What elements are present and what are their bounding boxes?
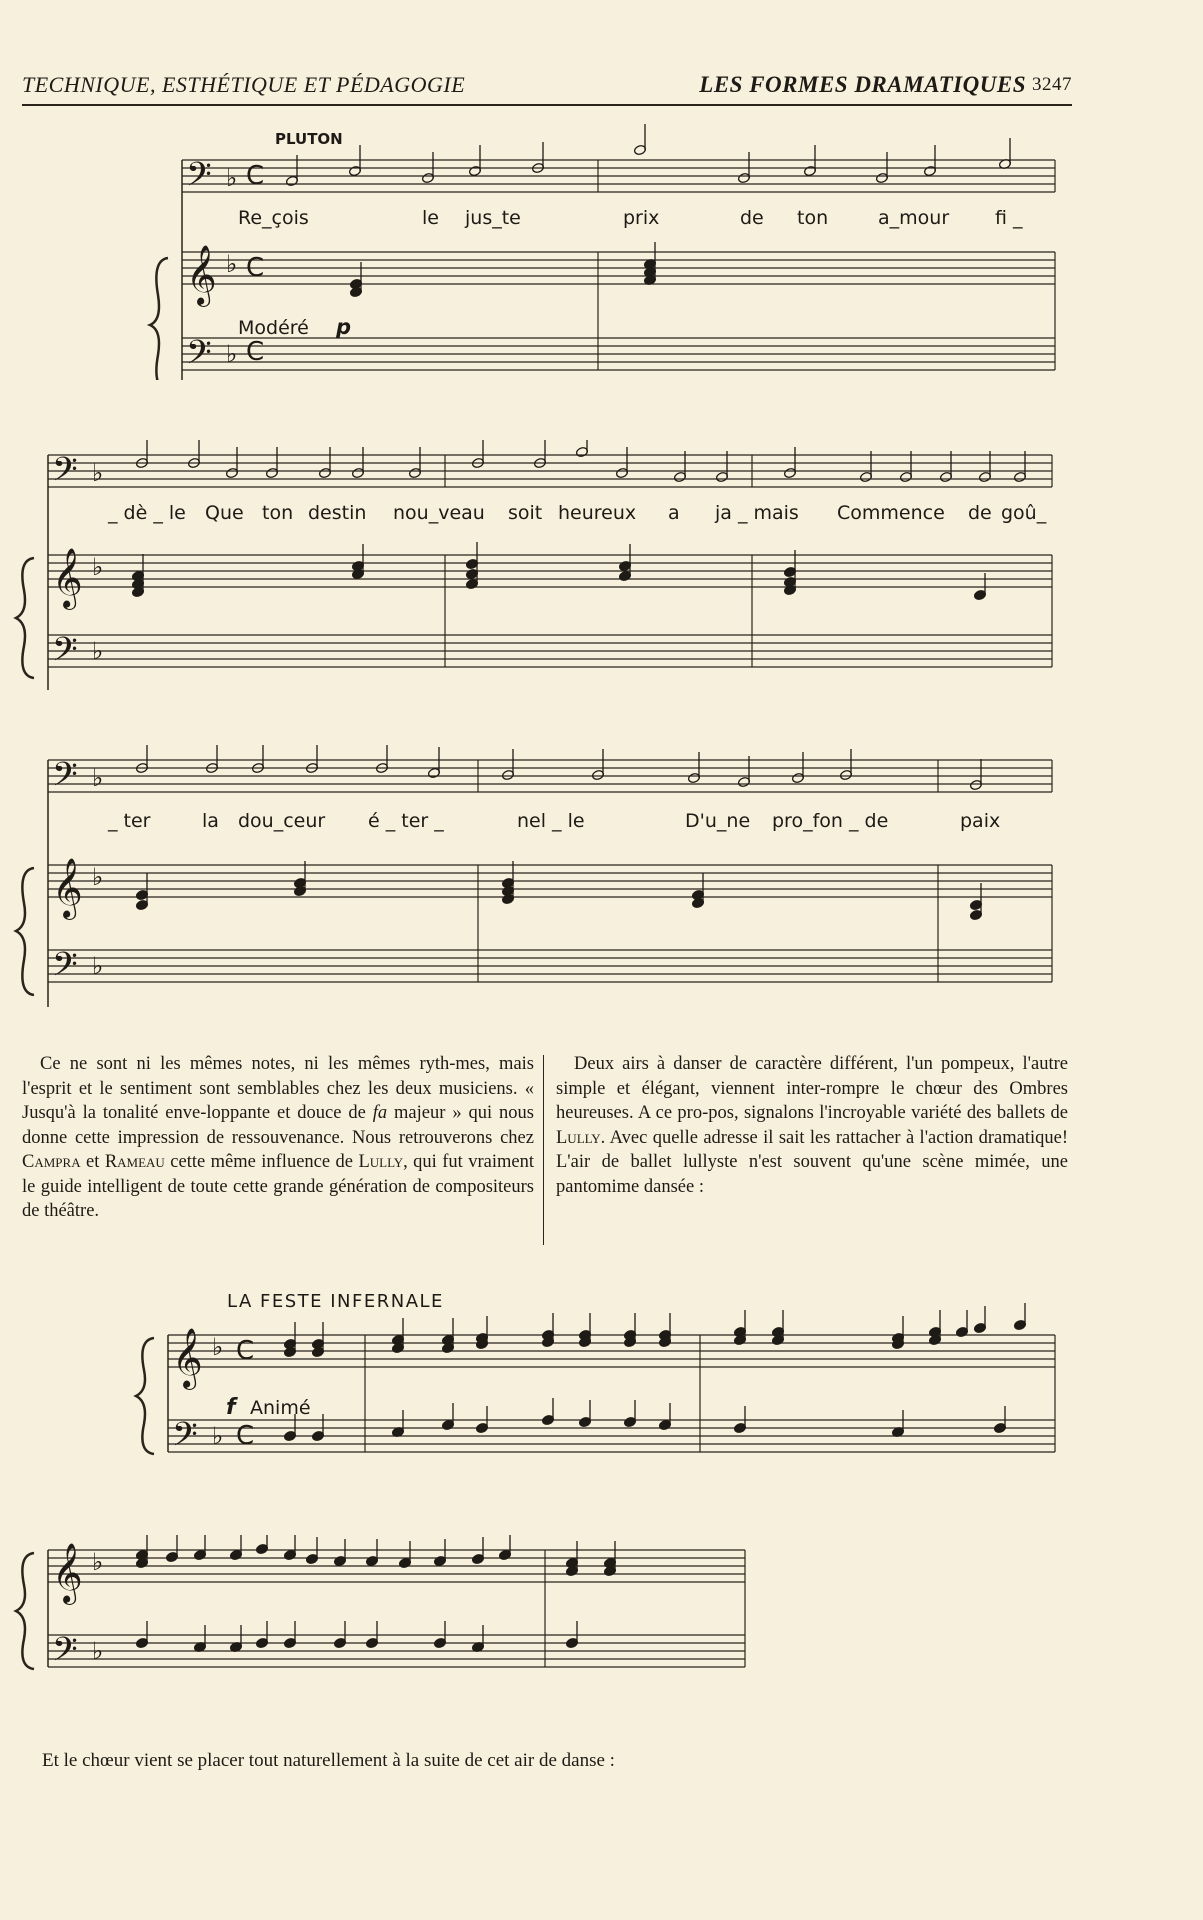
piece-title: LA FESTE INFERNALE <box>227 1291 444 1312</box>
lyric: la <box>202 810 219 832</box>
treble-clef-icon: 𝄞 <box>186 245 217 305</box>
lyric: nou_veau <box>393 502 485 524</box>
column-divider <box>543 1055 544 1245</box>
flat-icon: ♭ <box>226 250 238 278</box>
lyric: jus_te <box>465 207 521 229</box>
lyric: heureux <box>558 502 637 524</box>
score-system-3 <box>0 745 1203 1010</box>
text-run: , qui fut vraiment le guide intelligent de toute cette grande génération de compositeurs de théâtre. <box>22 1152 534 1221</box>
voice-staff <box>182 160 1055 192</box>
running-head <box>22 70 1072 106</box>
time-signature: C <box>246 161 265 191</box>
treble-clef-icon: 𝄞 <box>52 1543 83 1603</box>
flat-icon: ♭ <box>92 764 104 792</box>
notes-voice <box>135 440 1026 483</box>
time-signature: C <box>246 337 265 367</box>
voice-staff <box>48 760 1052 792</box>
piano-bass-staff <box>48 1635 745 1667</box>
time-signature: C <box>246 253 265 283</box>
lyric: le <box>422 207 439 229</box>
piano-treble-staff <box>48 555 1052 587</box>
bass-clef-icon: 𝄢 <box>172 1416 198 1462</box>
header-left: TECHNIQUE, ESTHÉTIQUE ET PÉDAGOGIE <box>22 72 466 97</box>
piano-treble-staff <box>168 1335 1055 1367</box>
score-feste-infernale-2 <box>0 1535 1203 1715</box>
lyric: ton <box>797 207 829 229</box>
character-name: PLUTON <box>275 130 343 148</box>
flat-icon: ♭ <box>212 1422 224 1450</box>
paragraph <box>556 1052 1068 1199</box>
time-signature: C <box>236 1421 255 1451</box>
paragraph <box>22 1052 534 1224</box>
brace-icon <box>16 558 34 678</box>
lyric: de <box>740 207 764 229</box>
flat-icon: ♭ <box>92 1637 104 1665</box>
header-right: LES FORMES DRAMATIQUES <box>699 72 1026 97</box>
flat-icon: ♭ <box>92 952 104 980</box>
bass-clef-icon: 𝄢 <box>52 631 78 677</box>
lyric: goû_ <box>1001 502 1047 524</box>
notes-bass <box>135 1621 578 1653</box>
flat-icon: ♭ <box>92 1548 104 1576</box>
text-column-left <box>22 1052 534 1224</box>
treble-clef-icon: 𝄞 <box>52 858 83 918</box>
lyric: D'u_ne <box>685 810 751 832</box>
piano-bass-staff <box>48 950 1052 982</box>
text-column-right <box>556 1052 1068 1199</box>
lyric: paix <box>960 810 1001 832</box>
bass-clef-icon: 𝄢 <box>52 756 78 802</box>
piano-treble-staff <box>48 1550 745 1582</box>
score-feste-infernale-1 <box>0 1280 1203 1490</box>
lyric: _ ter <box>108 810 151 832</box>
bass-clef-icon: 𝄢 <box>52 451 78 497</box>
treble-clef-icon: 𝄞 <box>172 1328 203 1388</box>
flat-icon: ♭ <box>92 459 104 487</box>
text-run: . Avec quelle adresse il sait les rattacher à l'action dramatique! L'air de ballet lullyste n'est souvent qu'une scène mimée, une pantomime dansée : <box>556 1127 1068 1197</box>
page-number: 3247 <box>1032 74 1072 95</box>
bass-clef-icon: 𝄢 <box>186 156 212 202</box>
piano-treble-staff <box>182 252 1055 284</box>
lyric: pro_fon _ de <box>772 810 889 832</box>
lyric: prix <box>623 207 660 229</box>
notes-piano <box>349 242 656 298</box>
lyric: ja _ mais <box>715 502 799 524</box>
lyric: de <box>968 502 992 524</box>
tempo-marking: Animé <box>250 1397 311 1419</box>
text-run: Campra <box>22 1152 81 1172</box>
score-system-1 <box>0 120 1203 380</box>
text-run: et <box>80 1152 105 1172</box>
piano-bass-staff <box>168 1420 1055 1452</box>
notes-voice <box>285 124 1011 187</box>
dynamic-marking: f <box>226 1395 236 1420</box>
text-run: Rameau <box>104 1152 165 1172</box>
bass-clef-icon: 𝄢 <box>186 334 212 380</box>
dynamic-marking: p <box>336 315 352 339</box>
treble-clef-icon: 𝄞 <box>52 548 83 608</box>
text-run: Lully <box>358 1152 404 1172</box>
brace-icon <box>16 1553 34 1669</box>
lyric: soit <box>508 502 543 524</box>
notes-piano <box>135 861 982 921</box>
text-run: fa <box>372 1103 388 1123</box>
text-run: majeur » qui nous donne cette impression de ressouvenance. Nous retrouverons chez <box>22 1103 535 1148</box>
tempo-marking: Modéré <box>238 317 309 339</box>
lyric: a_mour <box>878 207 950 229</box>
piano-treble-staff <box>48 865 1052 897</box>
lyric: _ dè _ le <box>108 502 186 524</box>
text-run: Ce ne sont ni les mêmes notes, ni les mêmes ryth-mes, mais l'esprit et le sentiment sont semblables chez les deux musiciens. « Jusqu'à la tonalité enve-loppante et douce de <box>22 1054 534 1123</box>
lyric: Re_çois <box>238 207 309 229</box>
piano-bass-staff <box>48 635 1052 667</box>
bass-clef-icon: 𝄢 <box>52 946 78 992</box>
time-signature: C <box>236 1336 255 1366</box>
flat-icon: ♭ <box>92 553 104 581</box>
text-run: Deux airs à danser de caractère différent, l'un pompeux, l'autre simple et élégant, viennent inter-rompre le chœur des Ombres heureuses. A ce pro-pos, signalons l'incroyable variété des ballets de <box>556 1054 1068 1123</box>
lyric: nel _ le <box>517 810 585 832</box>
lyric: destin <box>308 502 367 524</box>
lyric: é _ ter _ <box>368 810 444 832</box>
brace-icon <box>16 868 34 995</box>
lyric: dou_ceur <box>238 810 326 832</box>
flat-icon: ♭ <box>212 1333 224 1361</box>
flat-icon: ♭ <box>226 340 238 368</box>
brace-icon <box>150 258 168 380</box>
flat-icon: ♭ <box>92 863 104 891</box>
closing-line: Et le chœur vient se placer tout naturellement à la suite de cet air de danse : <box>42 1750 615 1771</box>
text-run: cette même influence de <box>164 1152 359 1172</box>
text-run: Lully <box>556 1127 601 1148</box>
piano-bass-staff <box>182 338 1055 370</box>
lyric: a <box>668 502 680 524</box>
flat-icon: ♭ <box>226 164 238 192</box>
bass-clef-icon: 𝄢 <box>52 1631 78 1677</box>
brace-icon <box>136 1338 154 1454</box>
notes-piano <box>135 1535 616 1577</box>
flat-icon: ♭ <box>92 637 104 665</box>
score-system-2 <box>0 440 1203 690</box>
lyric: Que <box>205 502 244 524</box>
lyric: ton <box>262 502 294 524</box>
lyric: Commence <box>837 502 945 524</box>
lyric: fi _ <box>995 207 1023 229</box>
